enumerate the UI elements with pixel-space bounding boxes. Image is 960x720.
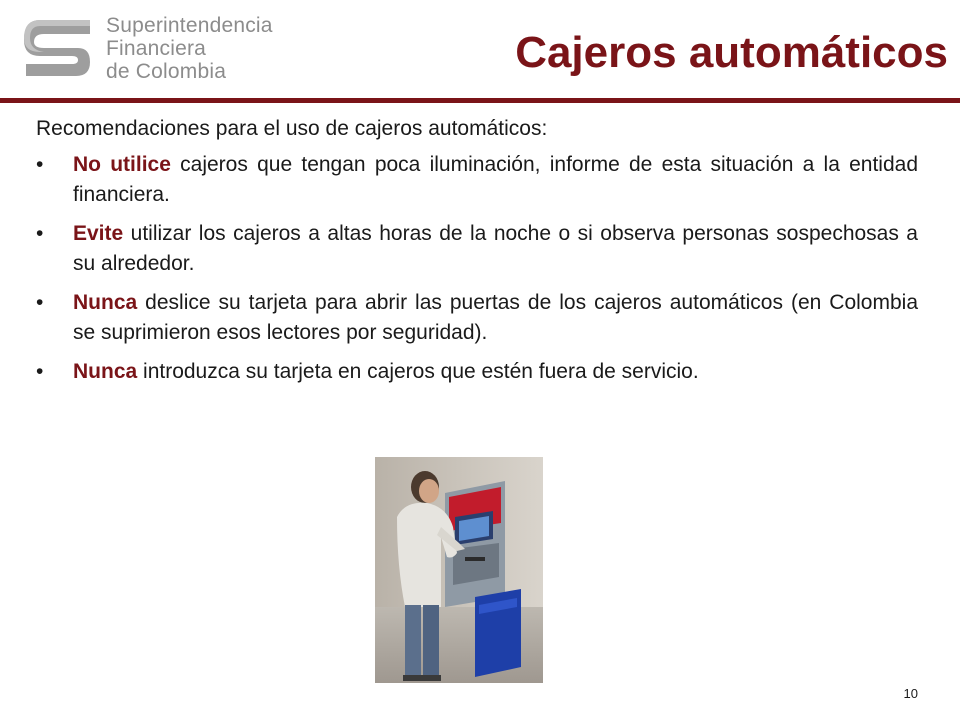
bullet-icon: •: [36, 360, 44, 383]
logo-line-2: Financiera: [106, 37, 207, 60]
title-divider: [0, 98, 960, 103]
logo-text: [106, 14, 273, 83]
bullet-icon: •: [36, 222, 44, 245]
bullet-keyword: Nunca: [73, 360, 138, 383]
superintendencia-logo: [14, 12, 273, 83]
bullet-keyword: No utilice: [73, 153, 171, 176]
intro-text: Recomendaciones para el uso de cajeros automáticos:: [36, 117, 548, 140]
slide-title: Cajeros automáticos: [515, 28, 948, 77]
bullet-text: utilizar los cajeros a altas horas de la noche o si observa personas sospechosas a su alrededor.: [73, 222, 918, 275]
bullet-keyword: Nunca: [73, 291, 138, 314]
list-item: [36, 150, 918, 210]
bullet-text: cajeros que tengan poca iluminación, informe de esta situación a la entidad financiera.: [73, 153, 919, 206]
list-item: [36, 357, 918, 387]
atm-illustration: [375, 457, 543, 683]
bullet-text: introduzca su tarjeta en cajeros que estén fuera de servicio.: [137, 360, 699, 383]
atm-user-photo: [375, 457, 543, 683]
list-item: [36, 288, 918, 348]
logo-line-3: de Colombia: [106, 60, 227, 83]
logo-line-1: Superintendencia: [106, 14, 273, 37]
bullet-icon: •: [36, 153, 44, 176]
recommendation-list: [36, 150, 918, 387]
bullet-text: deslice su tarjeta para abrir las puertas de los cajeros automáticos (en Colombia se suprimieron esos lectores por seguridad).: [73, 291, 918, 344]
logo-mark-icon: [20, 12, 96, 82]
page-number: 10: [903, 686, 918, 701]
slide-body: [36, 114, 918, 396]
list-item: [36, 219, 918, 279]
bullet-keyword: Evite: [73, 222, 124, 245]
bullet-icon: •: [36, 291, 44, 314]
